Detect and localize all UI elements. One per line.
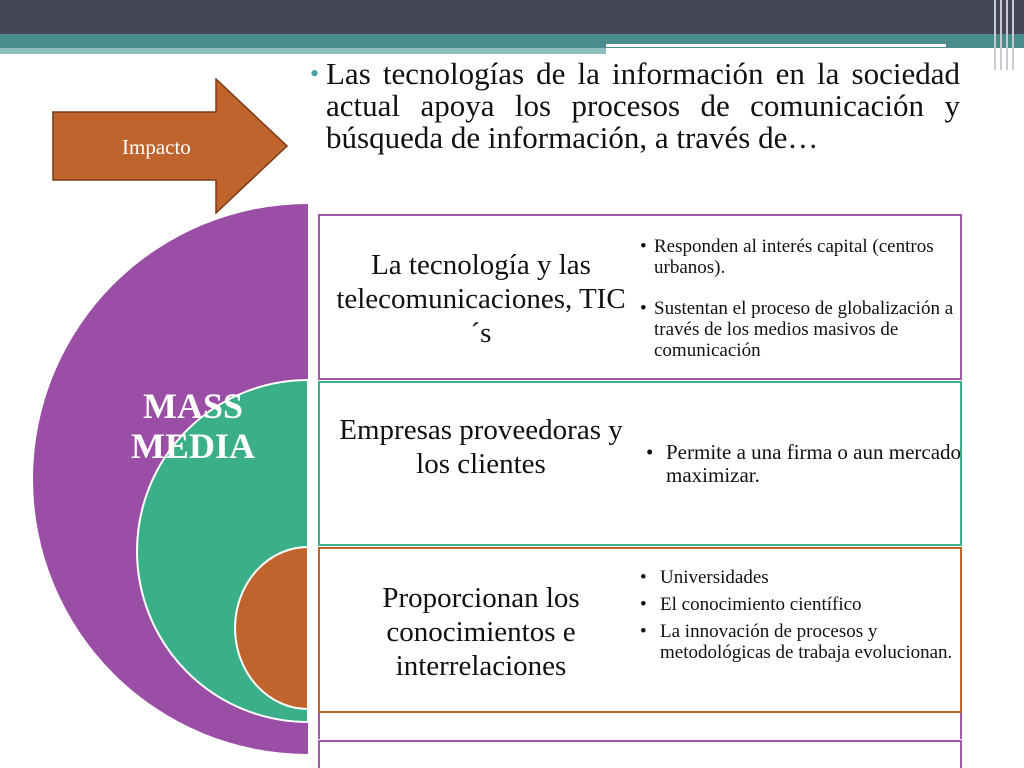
corner-decoration bbox=[994, 0, 1016, 70]
accent-line bbox=[606, 44, 946, 47]
list-item: • El conocimiento científico bbox=[640, 594, 956, 615]
mass-media-label bbox=[108, 386, 278, 466]
row-list bbox=[640, 236, 956, 361]
mass-media-line2: MEDIA bbox=[131, 426, 255, 466]
mass-media-line1: MASS bbox=[142, 386, 244, 426]
impact-label: Impacto bbox=[122, 135, 191, 159]
row-empresas bbox=[318, 381, 962, 546]
row-conocimientos bbox=[318, 547, 962, 713]
bullet-icon: • bbox=[310, 59, 320, 88]
intro-text: Las tecnologías de la información en la sociedad actual apoya los procesos de comunicación y búsqueda de información, a través de… bbox=[326, 56, 960, 155]
impact-arrow bbox=[52, 78, 288, 214]
row-list bbox=[640, 567, 956, 663]
row-title: Proporcionan los conocimientos e interrelaciones bbox=[382, 582, 580, 682]
list-item: • La innovación de procesos y metodológicas de trabaja evolucionan. bbox=[640, 621, 956, 663]
row-list bbox=[646, 441, 962, 487]
list-item: • Universidades bbox=[640, 567, 956, 588]
row-tic bbox=[318, 214, 962, 380]
row-title: La tecnología y las telecomunicaciones, TIC´s bbox=[336, 249, 626, 349]
row-spacer bbox=[318, 713, 962, 739]
list-item: • Sustentan el proceso de globalización a través de los medios masivos de comunicación bbox=[640, 298, 956, 361]
intro-paragraph bbox=[310, 56, 960, 155]
row-title: Empresas proveedoras y los clientes bbox=[339, 414, 623, 480]
row-bottom bbox=[318, 740, 962, 768]
list-item: • Responden al interés capital (centros urbanos). bbox=[640, 236, 956, 278]
list-item: • Permite a una firma o aun mercado maximizar. bbox=[646, 441, 962, 487]
